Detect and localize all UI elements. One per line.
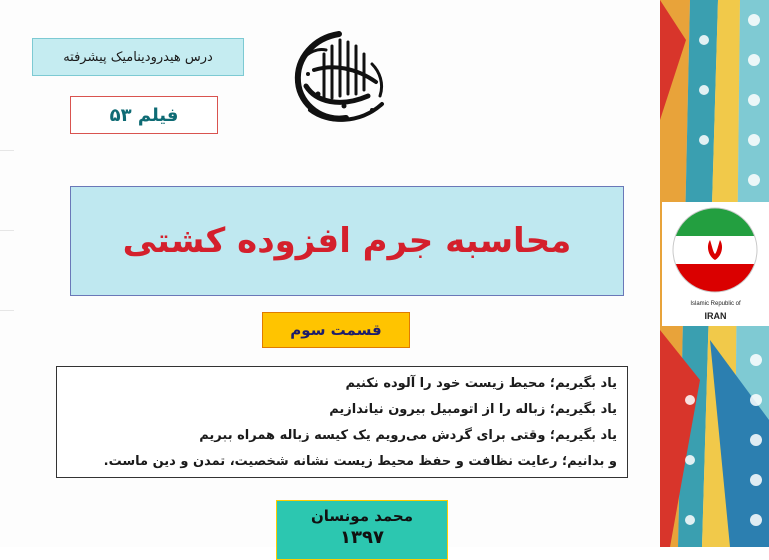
flag-caption-small: Islamic Republic of [690,301,741,307]
iran-flag-card [662,202,769,326]
flag-caption-large: IRAN [704,311,727,321]
quote-line: و بدانیم؛ رعایت نظافت و حفظ محیط زیست نشانه شخصیت، تمدن و دین ماست. [103,454,617,469]
course-label: درس هیدرودینامیک پیشرفته [32,38,244,76]
quote-line: یاد بگیریم؛ وقتی برای گردش می‌رویم یک کیسه زباله همراه ببریم [199,428,617,443]
author-year: ۱۳۹۷ [340,527,384,548]
author-name: محمد مونسان [310,507,414,525]
margin-mark [0,230,14,231]
margin-mark [0,310,14,311]
quote-line: یاد بگیریم؛ زباله را از اتومبیل بیرون نیاندازیم [329,402,617,417]
iran-flag-icon [662,202,769,300]
quotes-box [56,366,628,478]
margin-mark [0,150,14,151]
author-box [276,500,448,560]
quote-line: یاد بگیریم؛ محیط زیست خود را آلوده نکنیم [345,376,617,391]
film-number-label: فیلم ۵۳ [70,96,218,134]
part-label: قسمت سوم [262,312,410,348]
bismillah-calligraphy-icon [284,24,394,128]
main-title: محاسبه جرم افزوده کشتی [70,186,624,296]
